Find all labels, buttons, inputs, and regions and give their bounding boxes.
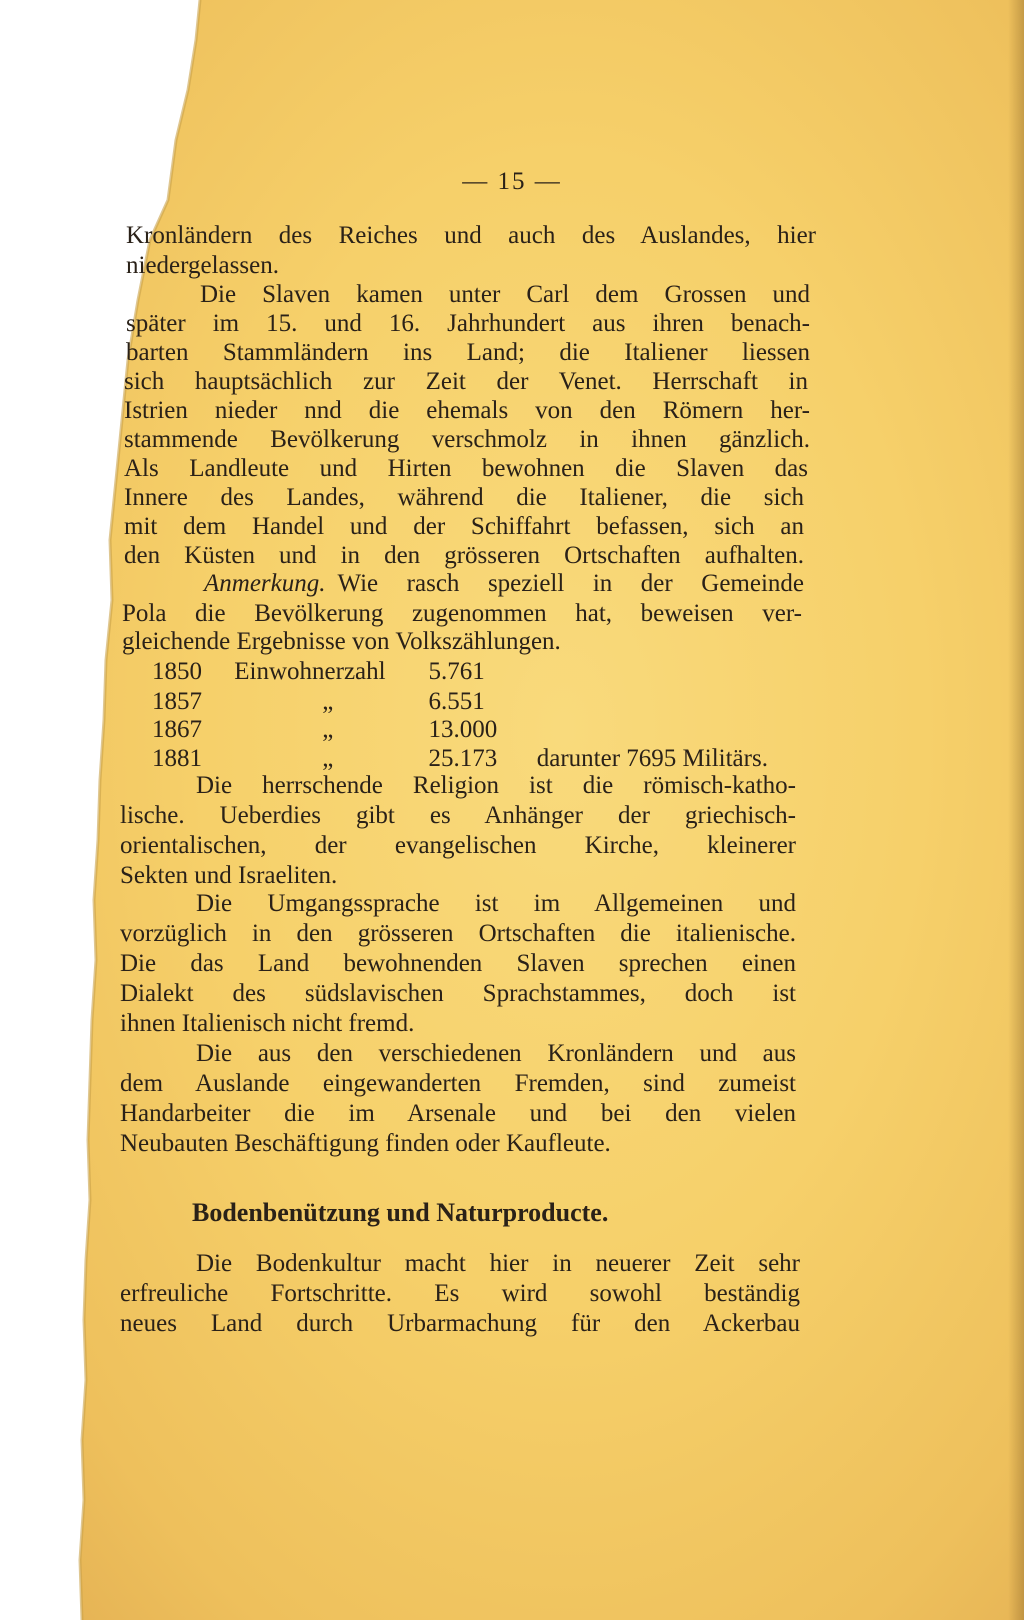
text-line: niedergelassen. [126, 252, 279, 279]
text-line: neues Land durch Urbarmachung für den Ackerbau [120, 1310, 800, 1337]
note-text: Wie rasch speziell in der Gemeinde [337, 570, 804, 597]
census-year: 1881 [152, 745, 202, 772]
text-line: Die Umgangssprache ist im Allgemeinen und [196, 890, 796, 917]
census-row [152, 745, 768, 773]
census-row [152, 658, 485, 686]
text-line: mit dem Handel und der Schiffahrt befassen, sich an [124, 513, 804, 540]
note-label: Anmerkung. [204, 570, 326, 597]
text-line: vorzüglich in den grösseren Ortschaften die italienische. [120, 920, 796, 947]
census-label: „ [322, 745, 334, 772]
census-value: 13.000 [428, 716, 498, 743]
page-edge-shadow [1008, 0, 1024, 1620]
text-line: stammende Bevölkerung verschmolz in ihnen gänzlich. [124, 426, 810, 453]
census-label: „ [322, 716, 334, 743]
census-value: 5.761 [428, 658, 485, 685]
text-line: gleichende Ergebnisse von Volkszählungen. [122, 628, 561, 655]
census-year: 1850 [152, 658, 202, 685]
census-value: 6.551 [428, 688, 485, 715]
text-line: Die Slaven kamen unter Carl dem Grossen und [200, 281, 810, 308]
text-line: Pola die Bevölkerung zugenommen hat, beweisen ver- [122, 600, 802, 627]
census-label: „ [322, 688, 334, 715]
text-line: Die das Land bewohnenden Slaven sprechen einen [120, 950, 796, 977]
section-heading: Bodenbenützung und Naturproducte. [192, 1198, 609, 1227]
census-year: 1857 [152, 688, 202, 715]
text-line: Kronländern des Reiches und auch des Auslandes, hier [126, 222, 816, 249]
text-line: erfreuliche Fortschritte. Es wird sowohl beständig [120, 1280, 800, 1307]
census-year: 1867 [152, 716, 202, 743]
text-line: Die aus den verschiedenen Kronländern und aus [196, 1040, 796, 1067]
text-line: Als Landleute und Hirten bewohnen die Slaven das [124, 455, 808, 482]
text-line: lische. Ueberdies gibt es Anhänger der griechisch- [120, 802, 796, 829]
note-first-line [204, 570, 804, 598]
text-line: sich hauptsächlich zur Zeit der Venet. Herrschaft in [124, 368, 808, 395]
text-line: Sekten und Israeliten. [120, 862, 338, 889]
text-line: Neubauten Beschäftigung finden oder Kaufleute. [120, 1130, 611, 1157]
text-line: Handarbeiter die im Arsenale und bei den vielen [120, 1100, 796, 1127]
text-line: Innere des Landes, während die Italiener, die sich [124, 484, 804, 511]
census-label: Einwohnerzahl [234, 658, 386, 685]
census-value: 25.173 [428, 745, 498, 772]
text-line: später im 15. und 16. Jahrhundert aus ihren benach- [126, 310, 810, 337]
text-line: orientalischen, der evangelischen Kirche, kleinerer [120, 832, 796, 859]
census-row [152, 716, 497, 744]
text-line: Die herrschende Religion ist die römisch-katho- [196, 772, 796, 799]
text-line: dem Auslande eingewanderten Fremden, sind zumeist [120, 1070, 796, 1097]
text-line: barten Stammländern ins Land; die Italiener liessen [126, 339, 810, 366]
text-line: Istrien nieder nnd die ehemals von den Römern her- [124, 397, 810, 424]
census-extra: darunter 7695 Militärs. [536, 745, 768, 772]
page-number: — 15 — [462, 168, 562, 195]
text-line: den Küsten und in den grösseren Ortschaften aufhalten. [124, 542, 804, 569]
text-line: Dialekt des südslavischen Sprachstammes, doch ist [120, 980, 796, 1007]
text-line: ihnen Italienisch nicht fremd. [120, 1010, 415, 1037]
census-row [152, 688, 485, 716]
text-line: Die Bodenkultur macht hier in neuerer Zeit sehr [196, 1250, 800, 1277]
